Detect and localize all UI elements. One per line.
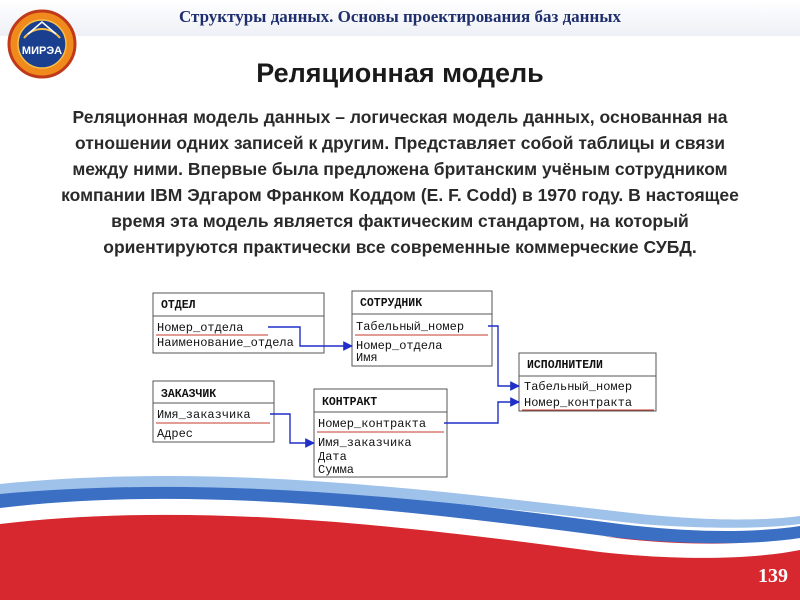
table-otdel-name: ОТДЕЛ: [161, 299, 196, 312]
table-kontrakt: [314, 389, 447, 477]
arrow-sotrudnik-to-ispolniteli: [488, 326, 519, 386]
arrow-kontrakt-to-ispolniteli: [444, 402, 519, 423]
kontrakt-field-1: Номер_контракта: [318, 417, 427, 431]
table-sotrudnik-name: СОТРУДНИК: [360, 297, 423, 310]
slide-description: Реляционная модель данных – логическая модель данных, основанная на отношении одних записей к другим. Представляет собой таблицы и связи между ними. Впервые была предложена британским учёным сотрудником компании IBM Эдгаром Франком Коддом (E. F. Codd) в 1970 году. В настоящее время эта модель является фактическим стандартом, на который ориентируются практически все современные коммерческие СУБД.: [61, 107, 739, 257]
table-otdel: [153, 293, 324, 353]
slide-title: Реляционная модель: [256, 58, 544, 88]
table-kontrakt-name: КОНТРАКТ: [322, 396, 378, 409]
sotrudnik-field-2: Номер_отдела: [356, 339, 443, 353]
sotrudnik-field-3: Имя: [356, 351, 378, 365]
page-number: 139: [758, 565, 788, 587]
table-sotrudnik: [352, 291, 492, 366]
header-title: Структуры данных. Основы проектирования баз данных: [178, 7, 622, 26]
zakazchik-field-2: Адрес: [157, 427, 194, 441]
footer-waves: [0, 470, 800, 600]
ispolniteli-field-2: Номер_контракта: [524, 396, 633, 410]
kontrakt-field-4: Сумма: [318, 463, 355, 477]
otdel-field-1: Номер_отдела: [157, 321, 244, 335]
kontrakt-field-3: Дата: [318, 450, 347, 464]
zakazchik-field-1: Имя_заказчика: [157, 408, 251, 422]
logo-text: МИРЭА: [21, 45, 63, 57]
table-zakazchik-name: ЗАКАЗЧИК: [161, 388, 217, 401]
ispolniteli-field-1: Табельный_номер: [524, 380, 633, 394]
table-zakazchik: [153, 381, 274, 442]
table-ispolniteli-name: ИСПОЛНИТЕЛИ: [527, 359, 603, 372]
kontrakt-field-2: Имя_заказчика: [318, 436, 412, 450]
arrow-zakazchik-to-kontrakt: [270, 414, 314, 443]
sotrudnik-field-1: Табельный_номер: [356, 320, 465, 334]
otdel-field-2: Наименование_отдела: [157, 336, 294, 350]
table-ispolniteli: [519, 353, 656, 411]
